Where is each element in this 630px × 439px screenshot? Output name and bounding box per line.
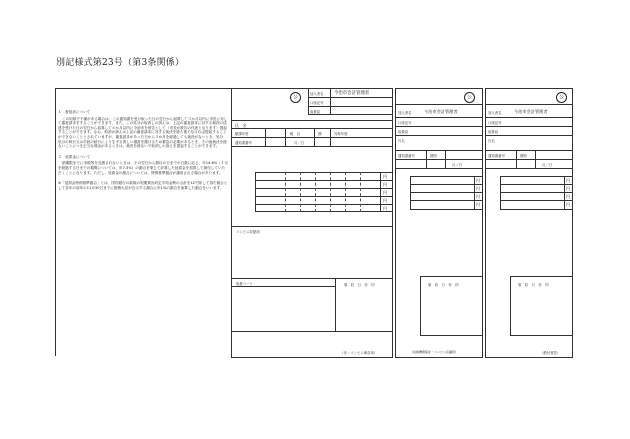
section1-body: この用紙で不備がある場合は、この通知書を受け取った日の翌日から起算して３か月以内に市長に対して審査請求をすることができます。また、この処分の取消しの訴えは、上記の審査請求に対する裁決の送達を受けた日の翌日から起算して６か月以内に今治市を被告として（市長が被告の代表となります）提起することができます。なお、取消の訴えは上記の審査請求に対する裁決を経た後でなければ提起することができないこととされていますが、審査請求があった日から３か月を経過しても裁決がないとき、処分、処分の執行又は手続の続行により生ずる著しい損害を避けるため緊急の必要があるとき、その他裁決を経ないことにつき正当な理由があるときは、裁決を経ないで取消しの訴えを提起することができます。 — [58, 116, 228, 149]
section2-heading: ２ 延滞金について — [58, 154, 91, 159]
panel-footer: （市・コンビニ保存用） — [340, 351, 378, 355]
subscriber-value: 今治市会計管理者 — [424, 109, 458, 114]
handling-label: 取扱局 — [310, 110, 321, 114]
period-label: 期 — [318, 132, 322, 136]
name-label: 氏名 — [398, 139, 405, 143]
name-label: 氏名 — [488, 139, 495, 143]
subscriber-value: 今治市会計管理者 — [514, 109, 548, 114]
name-label: 氏 名 — [235, 123, 247, 128]
handling-label: 取扱局 — [488, 130, 499, 134]
amount-table — [500, 176, 573, 210]
yen-mark: 円 — [476, 202, 480, 207]
barcode-label: 取扱コード — [236, 282, 253, 286]
year-label: 賦課年度 — [235, 132, 249, 136]
handling-label: 取扱局 — [398, 130, 409, 134]
target-year-label: 対象年度 — [334, 132, 348, 136]
cvs-label: コンビニ収納用 — [236, 230, 260, 234]
period-label: 期別 — [520, 154, 527, 158]
yen-mark: 円 — [383, 190, 387, 195]
yen-mark: 円 — [566, 186, 570, 191]
yen-mark: 円 — [383, 206, 387, 211]
yen-mark: 円 — [566, 194, 570, 199]
panel-footer: （納付者控） — [540, 351, 561, 355]
subscriber-label: 加入者名 — [310, 92, 324, 96]
period-label: 期別 — [430, 154, 437, 158]
receipt-stamp-label: 領 収 日 付 印 — [518, 283, 549, 287]
notice-number-label: 通知書番号 — [235, 141, 252, 145]
yen-mark: 円 — [383, 182, 387, 187]
yen-mark: 円 — [476, 194, 480, 199]
section2-body: 納期限までに市税等を完納されないときは、その翌日から納付の日までの日数に応じ、年14.6%（１月を経過する日までの期間については、年7.3%）の割合を乗じて計算した延滞金を加算して納付していただくことになります。ただし、延滞金の割合については、特例基準割合が適用される場合があります。 — [58, 161, 228, 175]
notice-number-label: 通知書番号 — [488, 154, 505, 158]
panel-footer: （収納機関保存・コンビニ店舗用） — [410, 350, 459, 354]
month-day-label: 月／日 — [542, 163, 553, 167]
account-label: 口座記号 — [310, 101, 324, 105]
yen-mark: 円 — [566, 202, 570, 207]
subscriber-label: 加入者名 — [398, 111, 412, 115]
yen-mark: 円 — [383, 174, 387, 179]
yen-mark: 円 — [566, 178, 570, 183]
tax-label: 税 目 — [290, 132, 301, 136]
yen-mark: 円 — [383, 198, 387, 203]
yen-mark: 円 — [476, 178, 480, 183]
notice-number-label: 通知書番号 — [398, 154, 415, 158]
receipt-stamp-label: 領 収 日 付 印 — [344, 283, 375, 287]
seal-mark: 公 — [464, 92, 475, 103]
yen-mark: 円 — [476, 186, 480, 191]
instructions-panel — [58, 110, 228, 190]
month-day-label: 月／日 — [294, 141, 305, 145]
month-day-label: 月／日 — [452, 163, 463, 167]
amount-table — [410, 176, 483, 210]
seal-mark: 公 — [290, 92, 301, 103]
account-label: 口座記号 — [398, 121, 412, 125]
subscriber-label: 加入者名 — [488, 111, 502, 115]
receipt-stamp-label: 領 収 日 付 印 — [428, 283, 459, 287]
note-text: ※「延滞金特例基準割合」とは、国内銀行の新規の短期貸出約定平均金利の合計を12で除して得た割合として各年の前年の11月30日までに財務大臣が告示する割合に年1%の割合を加算した割合をいいます。 — [58, 181, 228, 190]
document-title: 別記様式第23号（第3条関係） — [56, 58, 185, 68]
amount-table — [255, 172, 393, 212]
subscriber-value: 今治市会計管理者 — [334, 91, 370, 96]
seal-mark: 公 — [556, 92, 567, 103]
section1-heading: １ 督促状について — [58, 110, 91, 114]
account-label: 口座記号 — [488, 121, 502, 125]
